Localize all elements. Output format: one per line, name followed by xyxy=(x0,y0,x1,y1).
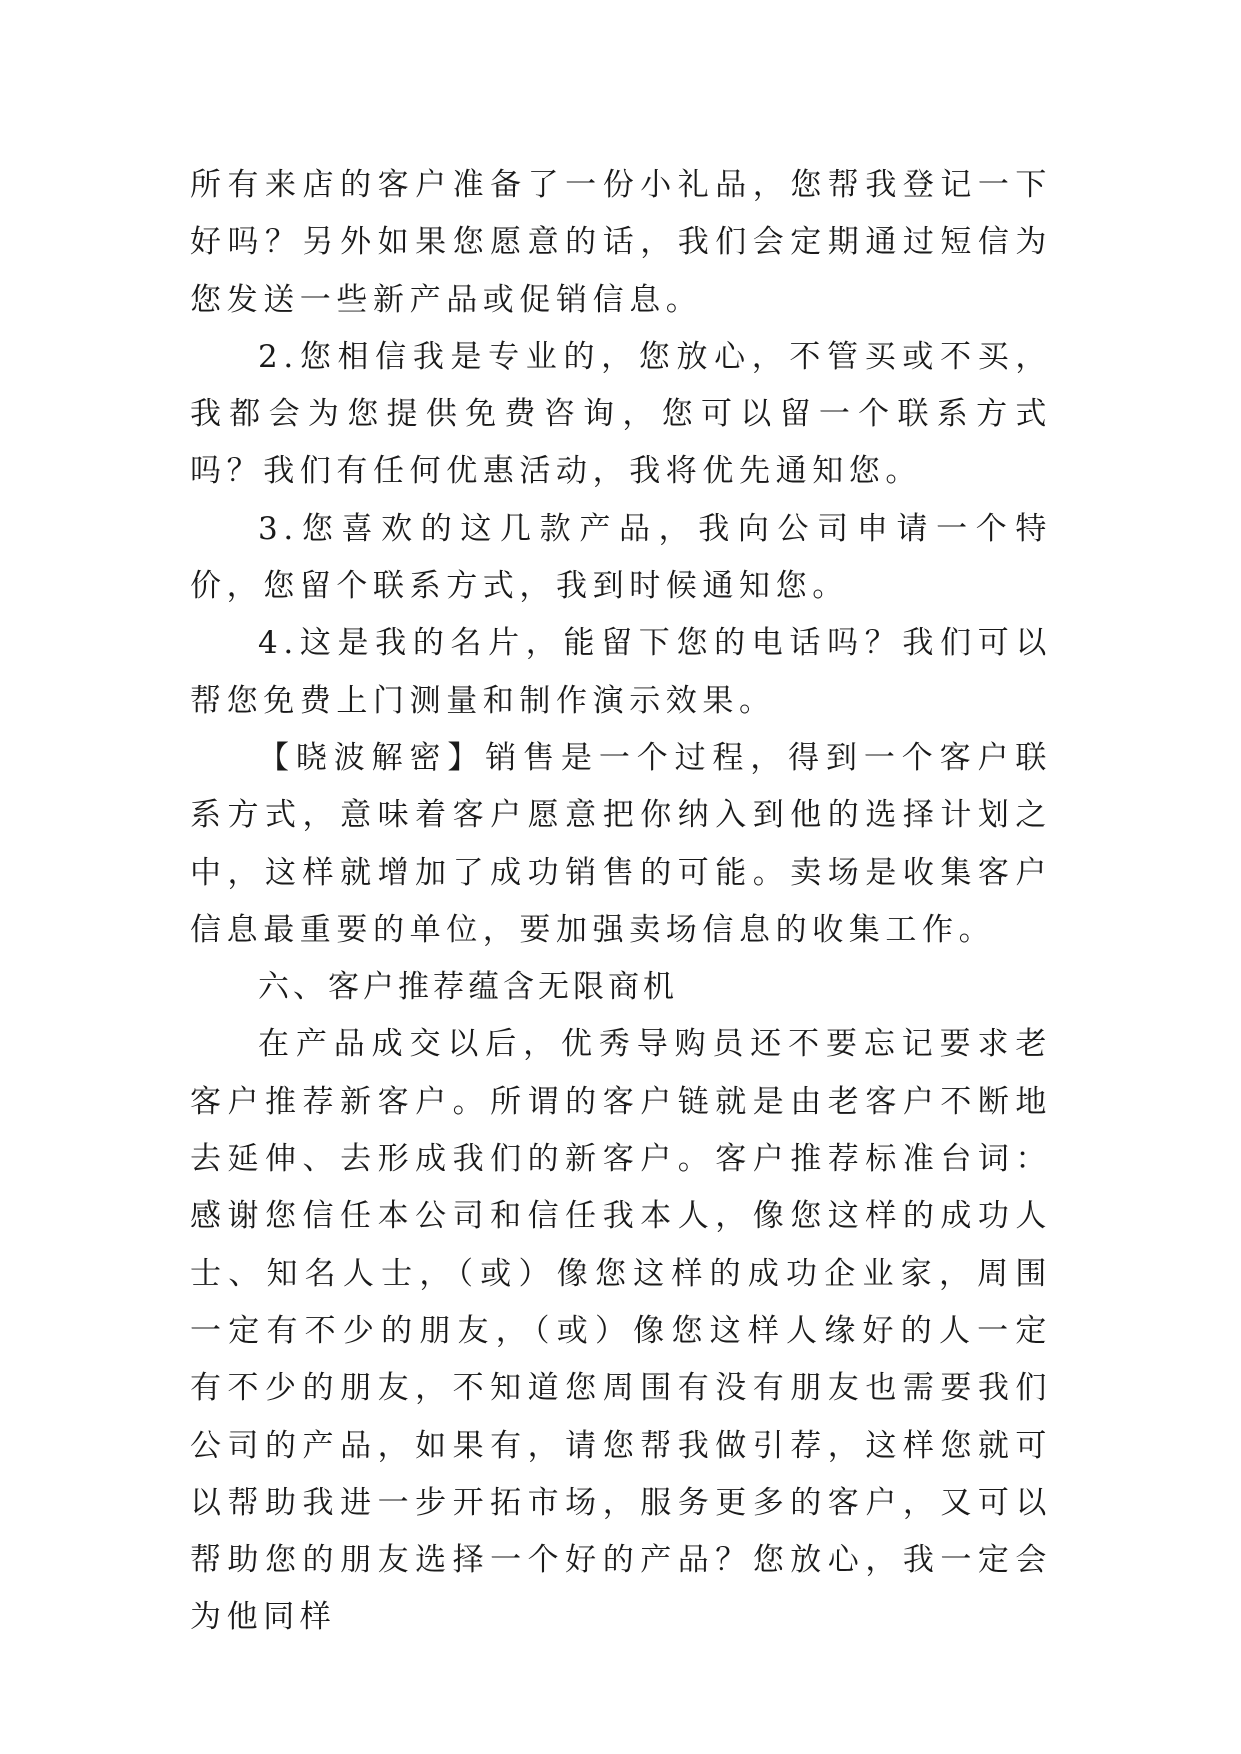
section-heading: 六、客户推荐蕴含无限商机 xyxy=(258,969,678,1006)
paragraph-gift-registration: 所有来店的客户准备了一份小礼品，您帮我登记一下好吗？另外如果您愿意的话，我们会定期通过短信为您发送一些新产品或促销信息。 xyxy=(190,167,1052,318)
paragraph-xiaobo-insight: 【晓波解密】销售是一个过程，得到一个客户联系方式，意味着客户愿意把你纳入到他的选择计划之中，这样就增加了成功销售的可能。卖场是收集客户信息最重要的单位，要加强卖场信息的收集工作。 xyxy=(190,739,1052,948)
paragraph-customer-referral: 在产品成交以后，优秀导购员还不要忘记要求老客户推荐新客户。所谓的客户链就是由老客户不断地去延伸、去形成我们的新客户。客户推荐标准台词：感谢您信任本公司和信任我本人，像您这样的成功人士、知名人士，（或）像您这样的成功企业家，周围一定有不少的朋友，（或）像您这样人缘好的人一定有不少的朋友，不知道您周围有没有朋友也需要我们公司的产品，如果有，请您帮我做引荐，这样您就可以帮助我进一步开拓市场，服务更多的客户，又可以帮助您的朋友选择一个好的产品？您放心，我一定会为他同样 xyxy=(190,1026,1052,1636)
paragraph-item-2: 2.您相信我是专业的，您放心，不管买或不买，我都会为您提供免费咨询，您可以留一个联系方式吗？我们有任何优惠活动，我将优先通知您。 xyxy=(190,338,1052,490)
paragraph-item-4: 4.这是我的名片，能留下您的电话吗？我们可以帮您免费上门测量和制作演示效果。 xyxy=(190,625,1052,719)
document-body xyxy=(190,157,1052,1647)
paragraph-item-3: 3.您喜欢的这几款产品，我向公司申请一个特价，您留个联系方式，我到时候通知您。 xyxy=(190,510,1052,605)
